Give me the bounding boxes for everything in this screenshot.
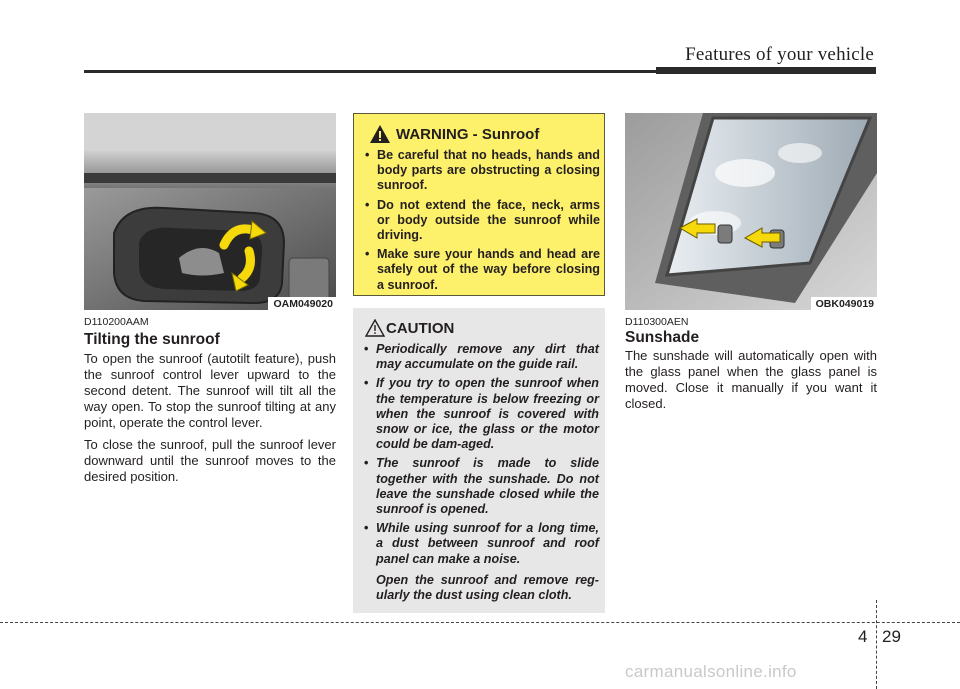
warning-box [353,113,605,296]
sunroof-lever-photo [84,113,336,310]
warning-title: WARNING - Sunroof [396,126,540,143]
section-heading: Tilting the sunroof [84,331,220,348]
caution-item: • If you try to open the sunroof when the temperature is below freezing or when the sunroof is covered with snow or ice, the glass or the motor could be dam-aged. [363,376,599,452]
body-paragraph: The sunshade will automatically open with the glass panel when the glass panel is moved. Close it manually if you want it closed. [625,348,877,411]
photo-caption: OBK049019 [811,297,877,310]
section-code: D110300AEN [625,316,689,328]
caution-item: • The sunroof is made to slide together with the sunshade. Do not leave the sunshade closed while the sunroof is opened. [363,456,599,517]
section-body [625,348,877,418]
footer-rule [0,622,960,623]
warning-list [364,148,600,297]
sunshade-photo [625,113,877,310]
section-body [84,351,336,491]
warning-item: • Be careful that no heads, hands and body parts are obstructing a closing sunroof. [364,148,600,194]
footer-divider [876,600,877,689]
sunroof-lever-illustration [84,113,336,310]
caution-list [363,342,599,571]
header-rule-accent [656,67,876,74]
caution-triangle-icon [365,319,385,337]
caution-title: CAUTION [386,320,455,337]
section-heading: Sunshade [625,329,700,346]
page-number: 29 [882,627,901,646]
warning-item: • Do not extend the face, neck, arms or body outside the sunroof while driving. [364,198,600,244]
caution-extra-note: Open the sunroof and remove reg-ularly the dust using clean cloth. [376,573,599,603]
page-header-title: Features of your vehicle [685,44,874,65]
photo-caption: OAM049020 [268,297,336,310]
warning-item: • Make sure your hands and head are safely out of the way before closing a sunroof. [364,247,600,293]
caution-item: • Periodically remove any dirt that may accumulate on the guide rail. [363,342,599,372]
section-code: D110200AAM [84,316,149,328]
sunshade-illustration [625,113,877,310]
body-paragraph: To close the sunroof, pull the sunroof lever downward until the sunroof moves to the desired position. [84,437,336,484]
caution-box [353,308,605,613]
body-paragraph: To open the sunroof (autotilt feature), push the sunroof control lever upward to the second detent. The sunroof will tilt all the way open. To stop the sunroof tilting at any point, operate the control lever. [84,351,336,430]
warning-triangle-icon [369,124,391,144]
chapter-number: 4 [858,627,868,646]
caution-item: • While using sunroof for a long time, a dust between sunroof and roof panel can make a noise. [363,521,599,567]
watermark: carmanualsonline.info [625,662,797,681]
